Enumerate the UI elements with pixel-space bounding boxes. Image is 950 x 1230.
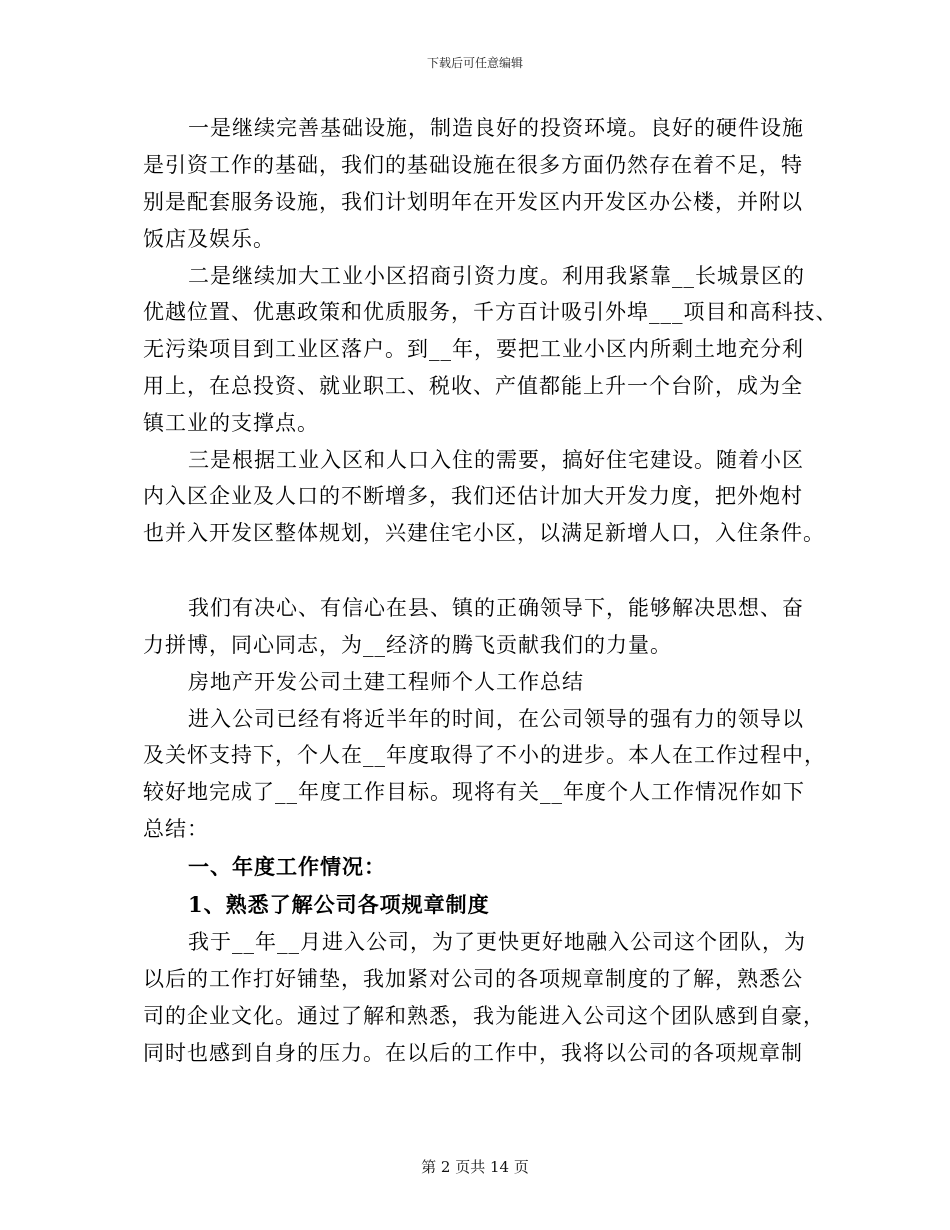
- text-line: 镇工业的支撑点。: [143, 411, 319, 435]
- text-line: 及关怀支持下，个人在__年度取得了不小的进步。本人在工作过程中，: [143, 743, 826, 767]
- text-line: 无污染项目到工业区落户。到__年，要把工业小区内所剩土地充分利: [143, 337, 804, 361]
- text-line: 我们有决心、有信心在县、镇的正确领导下，能够解决思想、奋: [188, 596, 804, 620]
- text-line: 三是根据工业入区和人口入住的需要，搞好住宅建设。随着小区: [188, 448, 804, 472]
- text-line: 也并入开发区整体规划，兴建住宅小区，以满足新增人口，入住条件。: [143, 521, 825, 545]
- text-line: 总结：: [143, 817, 209, 841]
- section-title: 房地产开发公司土建工程师个人工作总结: [188, 670, 584, 694]
- text-line: 力拼博，同心同志，为__经济的腾飞贡献我们的力量。: [143, 633, 672, 657]
- text-line: 同时也感到自身的压力。在以后的工作中，我将以公司的各项规章制: [143, 1041, 803, 1065]
- text-line: 内入区企业及人口的不断增多，我们还估计加大开发力度，把外炮村: [143, 484, 803, 508]
- text-line: 以后的工作打好铺垫，我加紧对公司的各项规章制度的了解，熟悉公: [143, 967, 803, 991]
- text-line: 较好地完成了__年度工作目标。现将有关__年度个人工作情况作如下: [143, 780, 805, 804]
- page-footer: 第 2 页共 14 页: [421, 1158, 529, 1176]
- text-line: 二是继续加大工业小区招商引资力度。利用我紧靠__长城景区的: [188, 264, 805, 288]
- text-line: 进入公司已经有将近半年的时间，在公司领导的强有力的领导以: [188, 707, 804, 731]
- text-line: 我于__年__月进入公司，为了更快更好地融入公司这个团队，为: [188, 930, 806, 954]
- text-line: 一是继续完善基础设施，制造良好的投资环境。良好的硬件设施: [188, 116, 804, 140]
- text-line: 优越位置、优惠政策和优质服务，千方百计吸引外埠___项目和高科技、: [143, 300, 838, 324]
- section-heading: 一、年度工作情况：: [188, 854, 386, 879]
- text-line: 饭店及娱乐。: [143, 227, 275, 251]
- text-line: 别是配套服务设施，我们计划明年在开发区内开发区办公楼，并附以: [143, 190, 803, 214]
- text-line: 司的企业文化。通过了解和熟悉，我为能进入公司这个团队感到自豪，: [143, 1004, 825, 1028]
- text-line: 是引资工作的基础，我们的基础设施在很多方面仍然存在着不足，特: [143, 153, 803, 177]
- subsection-heading: 1、熟悉了解公司各项规章制度: [188, 892, 490, 917]
- text-line: 用上，在总投资、就业职工、税收、产值都能上升一个台阶，成为全: [143, 374, 803, 398]
- page-header: 下载后可任意编辑: [426, 56, 523, 70]
